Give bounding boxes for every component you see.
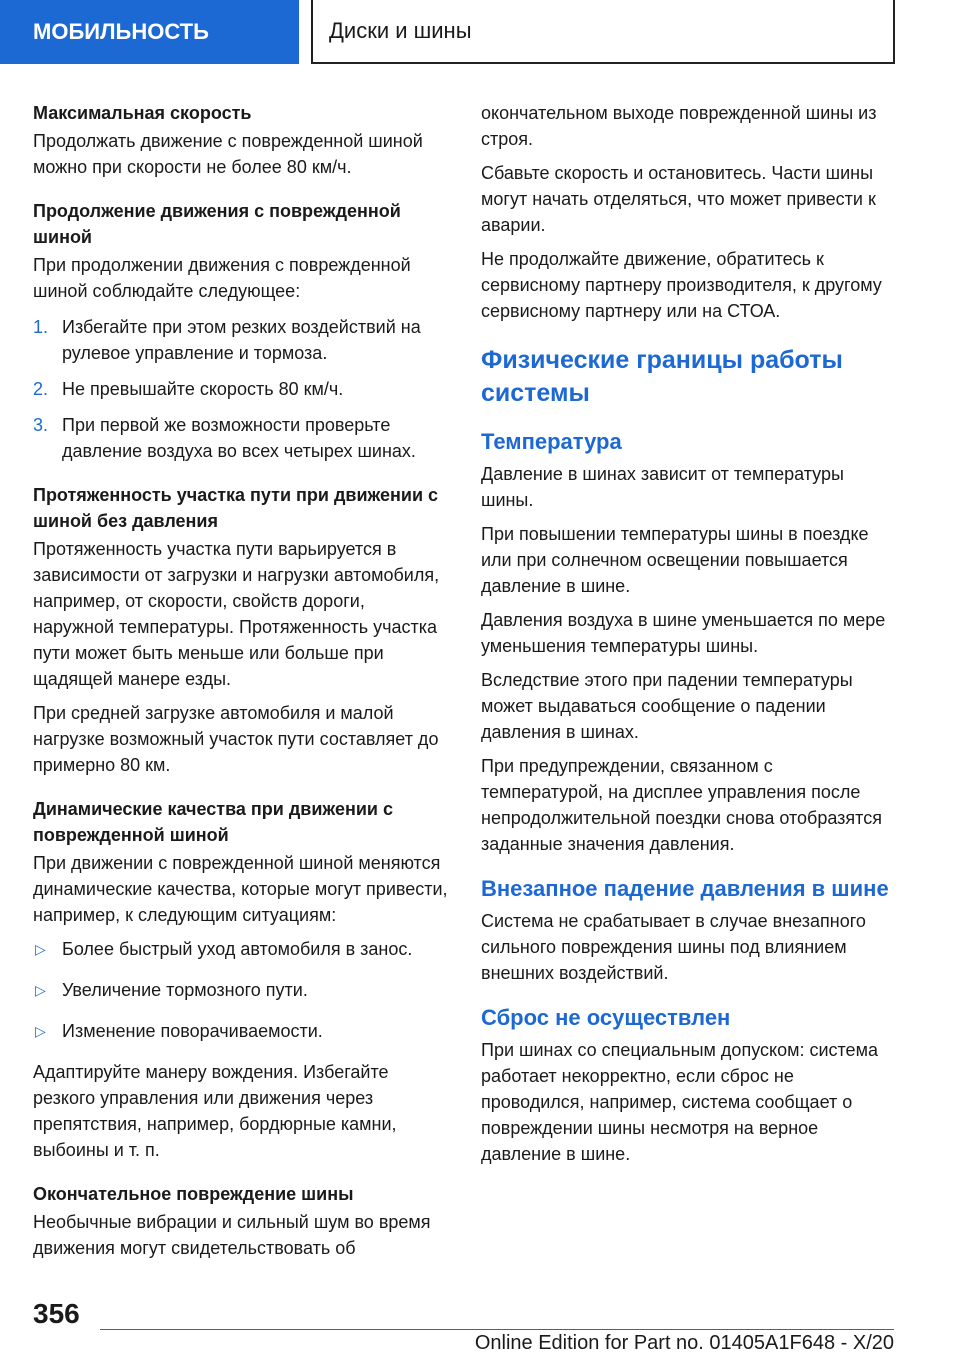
paragraph: Продолжать движение с поврежденной шиной можно при скорости не более 80 км/ч. bbox=[33, 131, 423, 177]
step-text: Избегайте при этом резких воздействий на рулевое управление и тормоза. bbox=[62, 317, 421, 363]
list-item bbox=[33, 936, 449, 962]
paragraph: окончательном выходе поврежденной шины из строя. bbox=[481, 103, 877, 149]
bullet-text: Более быстрый уход автомобиля в занос. bbox=[62, 939, 413, 959]
bullet-text: Увеличение тормозного пути. bbox=[62, 980, 308, 1000]
header-section-label: МОБИЛЬНОСТЬ bbox=[33, 19, 209, 44]
paragraph: Адаптируйте манеру вождения. Избегайте резкого управления или движения через препятствия, например, бордюрные камни, выбоины и т. п. bbox=[33, 1062, 397, 1160]
triangle-right-outline-icon: ▷ bbox=[35, 941, 46, 957]
list-item bbox=[33, 314, 449, 366]
paragraph: При повышении температуры шины в поездке или при солнечном освещении повышается давление в шине. bbox=[481, 524, 869, 596]
heading-final-damage: Окончательное повреждение шины bbox=[33, 1184, 354, 1204]
right-column bbox=[481, 100, 897, 1175]
paragraph: Давление в шинах зависит от температуры шины. bbox=[481, 464, 844, 510]
paragraph: Система не срабатывает в случае внезапного сильного повреждения шины под влиянием внешних воздействий. bbox=[481, 911, 866, 983]
heading-system-limits: Физические границы работы системы bbox=[481, 346, 843, 407]
heading-distance: Протяженность участка пути при движении с шиной без давления bbox=[33, 485, 439, 531]
paragraph: Не продолжайте движение, обратитесь к сервисному партнеру производителя, к другому сервисному партнеру или на СТОА. bbox=[481, 249, 882, 321]
triangle-right-outline-icon: ▷ bbox=[35, 982, 46, 998]
heading-dynamics: Динамические качества при движении с поврежденной шиной bbox=[33, 799, 393, 845]
paragraph: Необычные вибрации и сильный шум во время движения могут свидетельствовать об bbox=[33, 1212, 431, 1258]
heading-continue-driving: Продолжение движения с поврежденной шиной bbox=[33, 201, 401, 247]
step-number: 3. bbox=[33, 415, 49, 435]
steps-list bbox=[33, 314, 449, 464]
footer-edition: Online Edition for Part no. 01405A1F648 - X/20 bbox=[474, 1332, 894, 1354]
header-chapter-label: Диски и шины bbox=[329, 18, 472, 43]
step-text: Не превышайте скорость 80 км/ч. bbox=[62, 379, 344, 399]
footer-divider bbox=[100, 1329, 894, 1330]
header-chapter-box bbox=[311, 0, 895, 64]
list-item bbox=[33, 977, 449, 1003]
heading-temperature: Температура bbox=[481, 429, 622, 454]
bullet-text: Изменение поворачиваемости. bbox=[62, 1021, 323, 1041]
paragraph: Сбавьте скорость и остановитесь. Части шины могут начать отделяться, что может привести к аварии. bbox=[481, 163, 876, 235]
page-number: 356 bbox=[33, 1298, 80, 1329]
paragraph: При шинах со специальным допуском: система работает некорректно, если сброс не проводился, например, система сообщает о повреждении шины несмотря на верное давление в шине. bbox=[481, 1040, 878, 1164]
paragraph: При движении с поврежденной шиной меняются динамические качества, которые могут привести, например, к следующим ситуациям: bbox=[33, 853, 448, 925]
heading-no-reset: Сброс не осуществлен bbox=[481, 1005, 731, 1030]
paragraph: Давления воздуха в шине уменьшается по мере уменьшения температуры шины. bbox=[481, 610, 886, 656]
list-item bbox=[33, 376, 449, 402]
list-item bbox=[33, 412, 449, 464]
triangle-right-outline-icon: ▷ bbox=[35, 1023, 46, 1039]
step-number: 1. bbox=[33, 317, 49, 337]
paragraph: При предупреждении, связанном с температурой, на дисплее управления после непродолжительной поездки снова отобразятся заданные значения давления. bbox=[481, 756, 882, 854]
step-number: 2. bbox=[33, 379, 49, 399]
heading-max-speed: Максимальная скорость bbox=[33, 103, 252, 123]
left-column bbox=[33, 100, 449, 1269]
paragraph: Вследствие этого при падении температуры может выдаваться сообщение о падении давления в шинах. bbox=[481, 670, 853, 742]
bullet-list bbox=[33, 936, 449, 1044]
heading-sudden-drop: Внезапное падение давления в шине bbox=[481, 876, 889, 901]
list-item bbox=[33, 1018, 449, 1044]
paragraph: При продолжении движения с поврежденной шиной соблюдайте следующее: bbox=[33, 255, 411, 301]
step-text: При первой же возможности проверьте давление воздуха во всех четырех шинах. bbox=[62, 415, 416, 461]
paragraph: Протяженность участка пути варьируется в зависимости от загрузки и нагрузки автомобиля, например, от скорости, свойств дороги, наружной температуры. Протяженность участка пути может быть меньше или больше при щадящей манере езды. bbox=[33, 539, 440, 689]
header-section-tab bbox=[0, 0, 299, 64]
paragraph: При средней загрузке автомобиля и малой нагрузке возможный участок пути составляет до примерно 80 км. bbox=[33, 703, 439, 775]
